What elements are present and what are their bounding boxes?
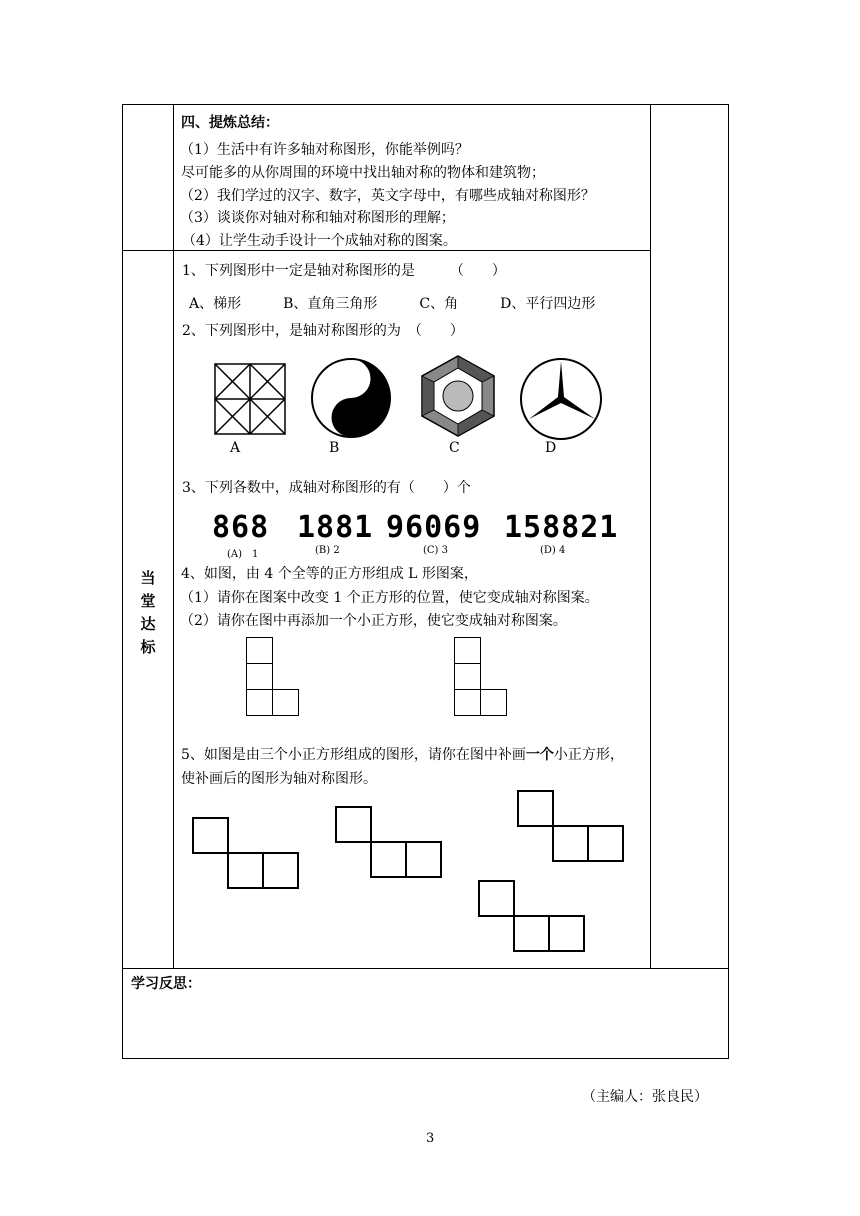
- grid-square: [454, 637, 481, 664]
- q3-label-a: (A) 1: [227, 549, 259, 560]
- side-label-1: 当: [140, 569, 156, 587]
- q3-label-c: (C) 3: [423, 545, 448, 556]
- q3-number-d: 158821: [504, 510, 619, 545]
- q5-line-1-c: 小正方形，: [553, 747, 624, 763]
- pinwheel-icon: [214, 363, 286, 435]
- row-divider-2: [122, 968, 728, 969]
- q5-line-1-a: 5、如图是由三个小正方形组成的图形，请你在图中补画: [181, 747, 526, 763]
- grid-square: [272, 689, 299, 716]
- row-divider-1: [122, 250, 650, 251]
- page-number: 3: [426, 1131, 435, 1146]
- q3-number-c: 96069: [386, 510, 482, 545]
- column-divider-2: [650, 104, 651, 968]
- q5-line-1: [181, 746, 624, 764]
- column-divider-1: [173, 104, 174, 968]
- q2-label-a: A: [230, 440, 241, 456]
- section4-line-4: （3）谈谈你对轴对称和轴对称图形的理解；: [180, 210, 455, 226]
- grid-square: [246, 663, 273, 690]
- q2-label-d: D: [545, 440, 557, 456]
- section4-line-3: （2）我们学过的汉字、数字，英文字母中，有哪些成轴对称图形？: [180, 188, 595, 204]
- grid-square: [480, 689, 507, 716]
- q3-label-b: (B) 2: [315, 545, 340, 556]
- hexagon-camera-icon: [416, 354, 500, 438]
- q3-number-b: 1881: [297, 510, 374, 545]
- grid-square: [454, 689, 481, 716]
- table-left-border: [122, 104, 123, 1059]
- side-label-2: 堂: [140, 592, 156, 610]
- q1-text: 1、下列图形中一定是轴对称图形的是 （ ）: [182, 263, 506, 279]
- grid-square: [587, 825, 624, 862]
- section4-line-2: 尽可能多的从你周围的环境中找出轴对称的物体和建筑物；: [181, 165, 545, 181]
- side-label-3: 达: [140, 615, 156, 633]
- q3-text: 3、下列各数中，成轴对称图形的有（ ）个: [182, 480, 471, 496]
- grid-square: [335, 806, 372, 843]
- q4-text: 4、如图，由 4 个全等的正方形组成 L 形图案，: [181, 566, 478, 582]
- q1-options: A、梯形 B、直角三角形 C、角 D、平行四边形: [189, 296, 596, 312]
- editor-credit: （主编人：张良民）: [582, 1089, 708, 1105]
- grid-square: [517, 790, 554, 827]
- grid-square: [227, 852, 264, 889]
- table-bottom-border: [122, 1058, 728, 1059]
- q2-label-b: B: [329, 440, 340, 456]
- grid-square: [192, 817, 229, 854]
- yin-yang-icon: [310, 357, 392, 439]
- side-label-4: 标: [140, 638, 156, 656]
- grid-square: [454, 663, 481, 690]
- reflection-label: 学习反思：: [131, 976, 201, 992]
- grid-square: [513, 915, 550, 952]
- table-right-border: [728, 104, 729, 1059]
- section4-heading: 四、提炼总结：: [181, 115, 279, 131]
- q2-label-c: C: [449, 440, 460, 456]
- q2-text: 2、下列图形中，是轴对称图形的为 （ ）: [182, 323, 464, 339]
- grid-square: [405, 841, 442, 878]
- q3-number-a: 868: [212, 510, 270, 545]
- grid-square: [262, 852, 299, 889]
- grid-square: [548, 915, 585, 952]
- q5-line-1-emphasis: 一个: [525, 747, 554, 763]
- grid-square: [478, 880, 515, 917]
- section4-line-5: （4）让学生动手设计一个成轴对称的图案。: [182, 233, 457, 249]
- table-top-border: [122, 104, 728, 105]
- q4-sub-1: （1）请你在图案中改变 1 个正方形的位置，使它变成轴对称图案。: [180, 590, 599, 606]
- section4-line-1: （1）生活中有许多轴对称图形，你能举例吗？: [180, 142, 469, 158]
- grid-square: [370, 841, 407, 878]
- grid-square: [246, 689, 273, 716]
- q5-line-2: 使补画后的图形为轴对称图形。: [181, 771, 377, 787]
- q4-sub-2: （2）请你在图中再添加一个小正方形，使它变成轴对称图案。: [180, 613, 567, 629]
- grid-square: [246, 637, 273, 664]
- grid-square: [552, 825, 589, 862]
- q3-label-d: (D) 4: [540, 545, 566, 556]
- three-pointed-star-icon: [519, 357, 603, 441]
